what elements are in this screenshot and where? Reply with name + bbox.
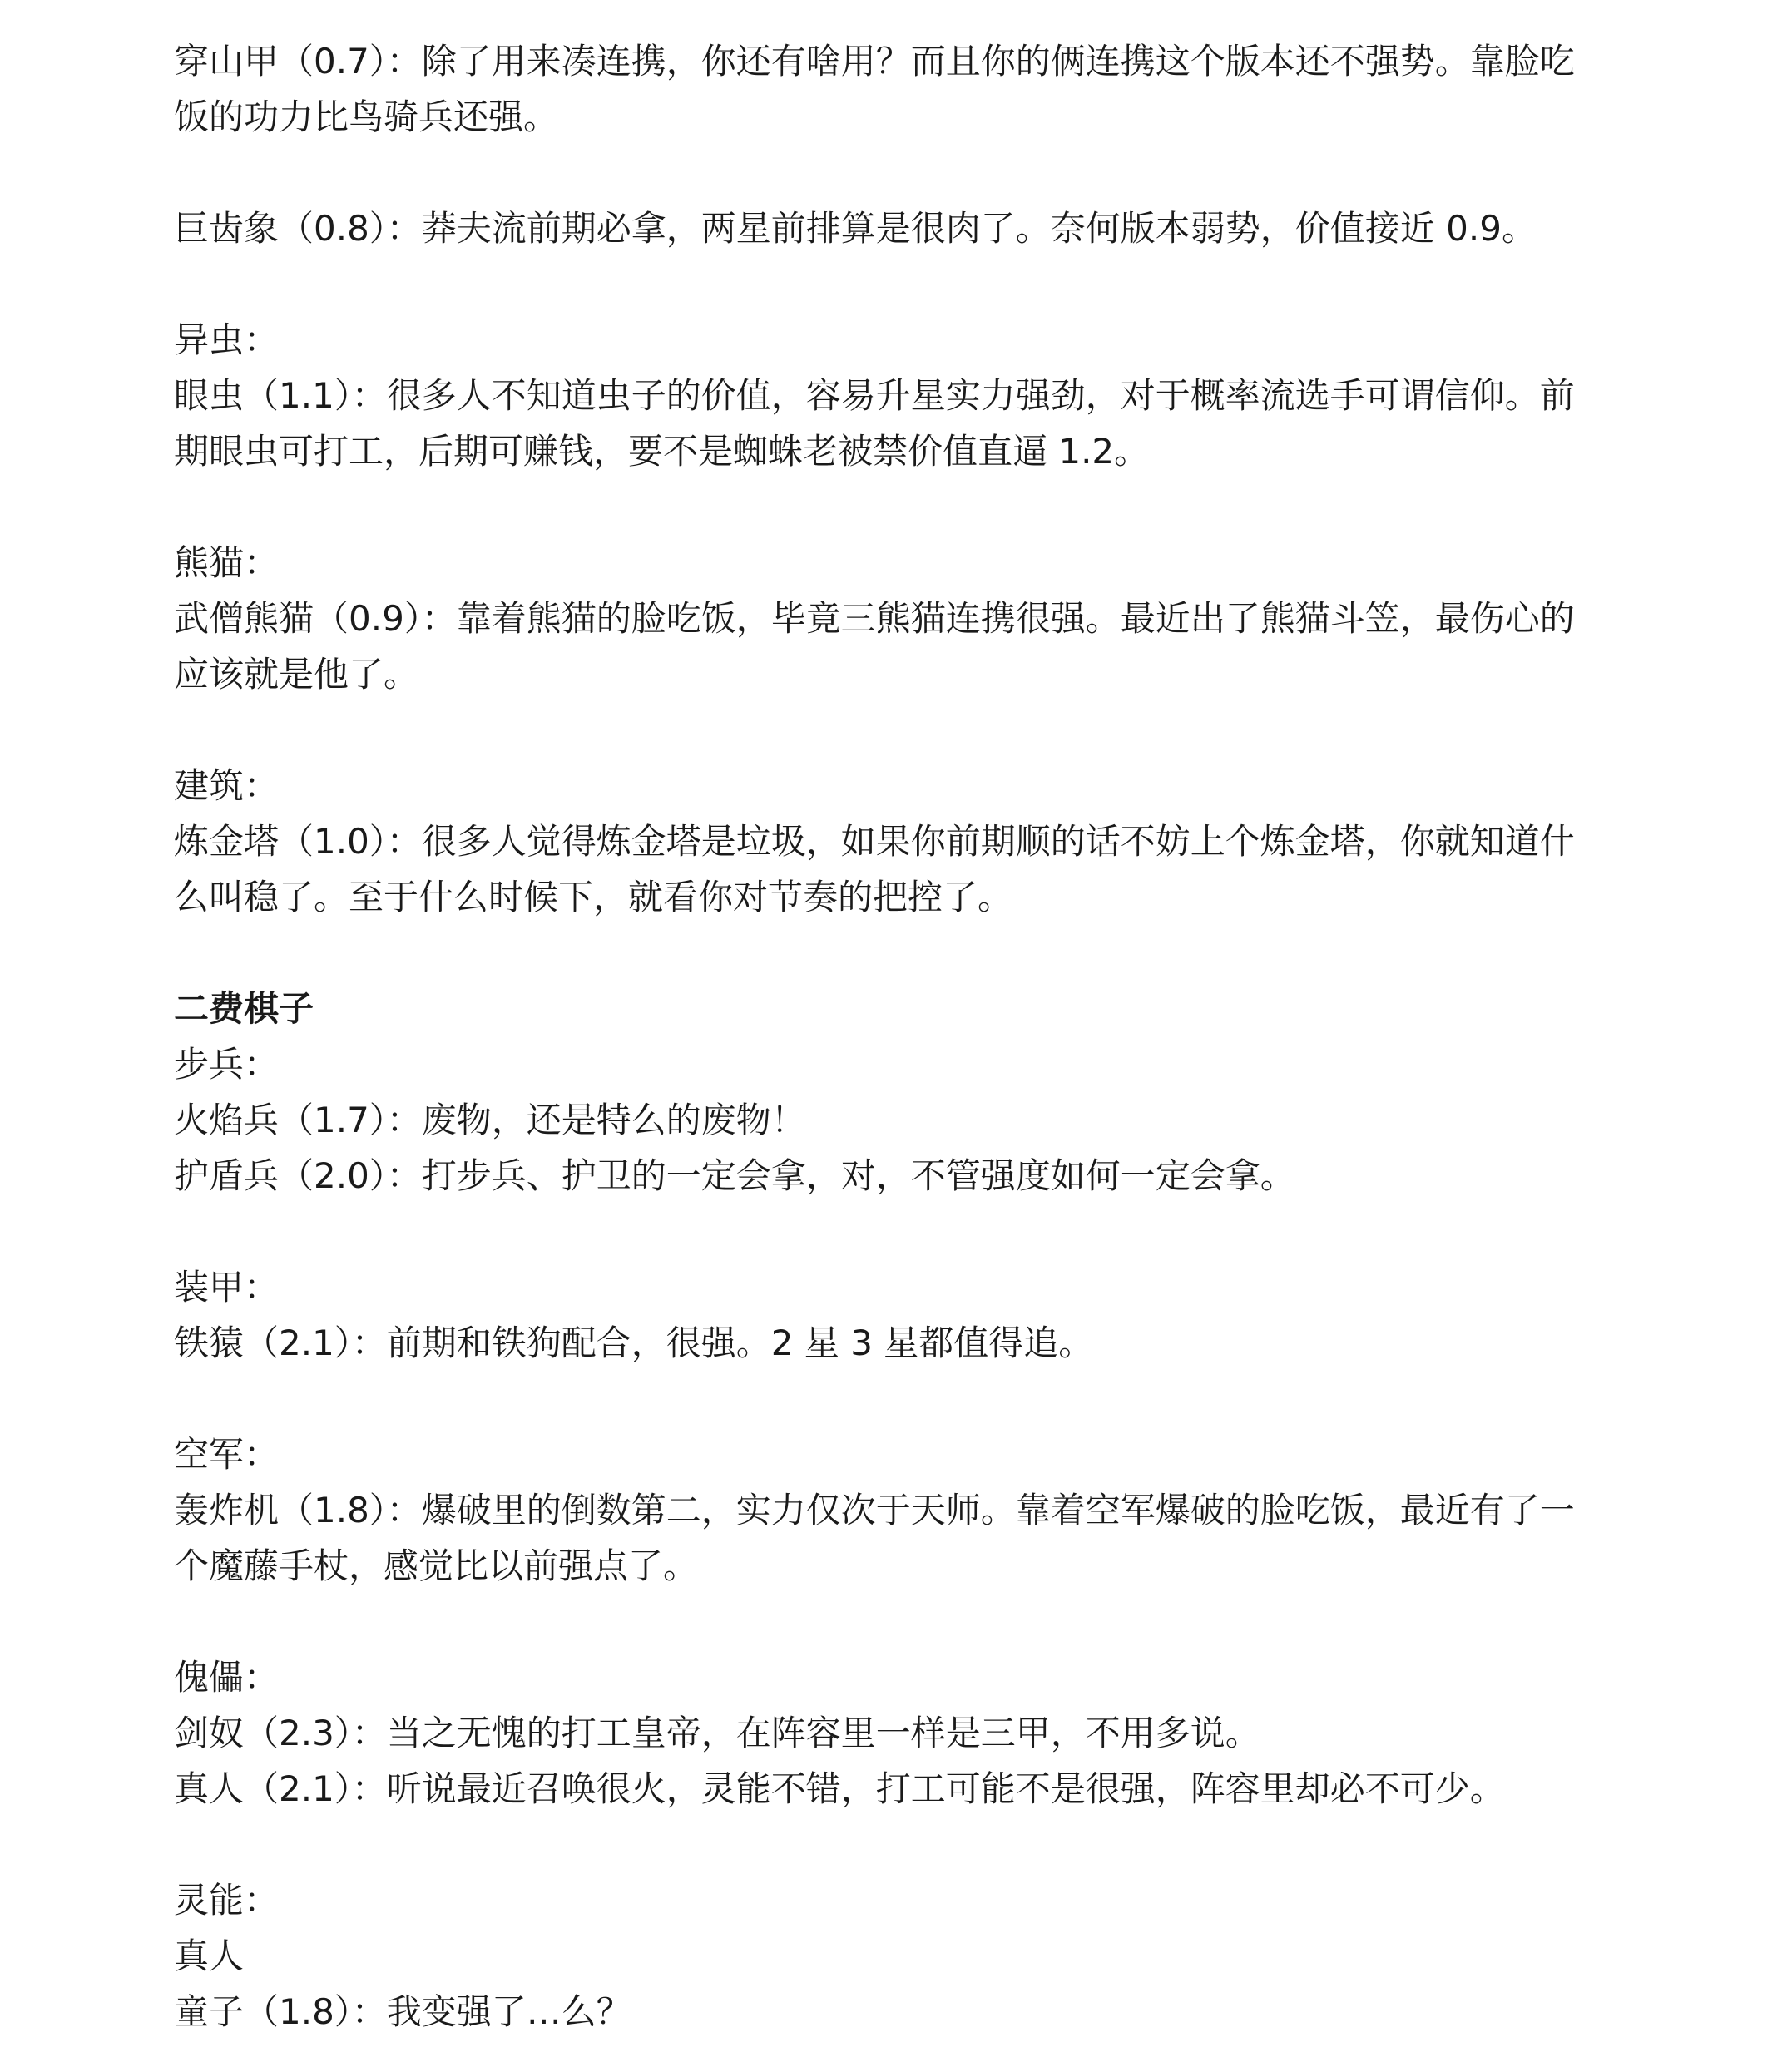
category-label: 装甲： [174,1267,280,1308]
text-line: 么叫稳了。至于什么时候下，就看你对节奏的把控了。 [174,877,1013,917]
text-line: 武僧熊猫（0.9）：靠着熊猫的脸吃饭，毕竟三熊猫连携很强。最近出了熊猫斗笠，最伤心的 [174,598,1575,639]
text-line: 应该就是他了。 [174,654,419,695]
paragraph-gap [174,256,1660,312]
text-line: 炼金塔（1.0）：很多人觉得炼金塔是垃圾，如果你前期顺的话不妨上个炼金塔，你就知道什 [174,821,1575,862]
category-label: 空军： [174,1434,280,1475]
paragraph-gap [174,925,1660,981]
paragraph-gap [174,1817,1660,1872]
text-line: 期眼虫可打工，后期可赚钱，要不是蜘蛛老被禁价值直逼 1.2。 [174,431,1150,472]
text-line: 真人 [174,1936,245,1976]
text-line: 剑奴（2.3）：当之无愧的打工皇帝，在阵容里一样是三甲，不用多说。 [174,1713,1260,1753]
category-label: 建筑： [174,765,280,806]
text-line: 巨齿象（0.8）：莽夫流前期必拿，两星前排算是很肉了。奈何版本弱势，价值接近 0.9。 [174,208,1537,249]
paragraph-gap [174,702,1660,758]
text-line: 铁猿（2.1）：前期和铁狗配合，很强。2 星 3 星都值得追。 [174,1323,1094,1363]
document-body [174,33,1660,2040]
paragraph-gap [174,1594,1660,1649]
text-line: 穿山甲（0.7）：除了用来凑连携，你还有啥用？而且你的俩连携这个版本还不强势。靠脸吃 [174,41,1575,82]
category-label: 傀儡： [174,1657,280,1698]
text-line: 童子（1.8）：我变强了…么？ [174,1991,631,2032]
text-line: 眼虫（1.1）：很多人不知道虫子的价值，容易升星实力强劲，对于概率流选手可谓信仰。前 [174,375,1575,416]
section-heading: 二费棋子 [174,988,314,1029]
text-line: 个魔藤手杖，感觉比以前强点了。 [174,1545,699,1586]
category-label: 步兵： [174,1044,280,1085]
category-label: 异虫： [174,319,280,360]
text-line: 真人（2.1）：听说最近召唤很火，灵能不错，打工可能不是很强，阵容里却必不可少。 [174,1768,1505,1809]
text-line: 轰炸机（1.8）：爆破里的倒数第二，实力仅次于天师。靠着空军爆破的脸吃饭，最近有了一 [174,1490,1575,1530]
paragraph-gap [174,479,1660,535]
text-line: 护盾兵（2.0）：打步兵、护卫的一定会拿，对，不管强度如何一定会拿。 [174,1155,1295,1196]
paragraph-gap [174,145,1660,200]
paragraph-gap [174,1204,1660,1259]
text-line: 火焰兵（1.7）：废物，还是特么的废物！ [174,1100,806,1140]
category-label: 灵能： [174,1880,280,1921]
paragraph-gap [174,1371,1660,1427]
category-label: 熊猫： [174,542,280,583]
text-line: 饭的功力比鸟骑兵还强。 [174,96,559,137]
